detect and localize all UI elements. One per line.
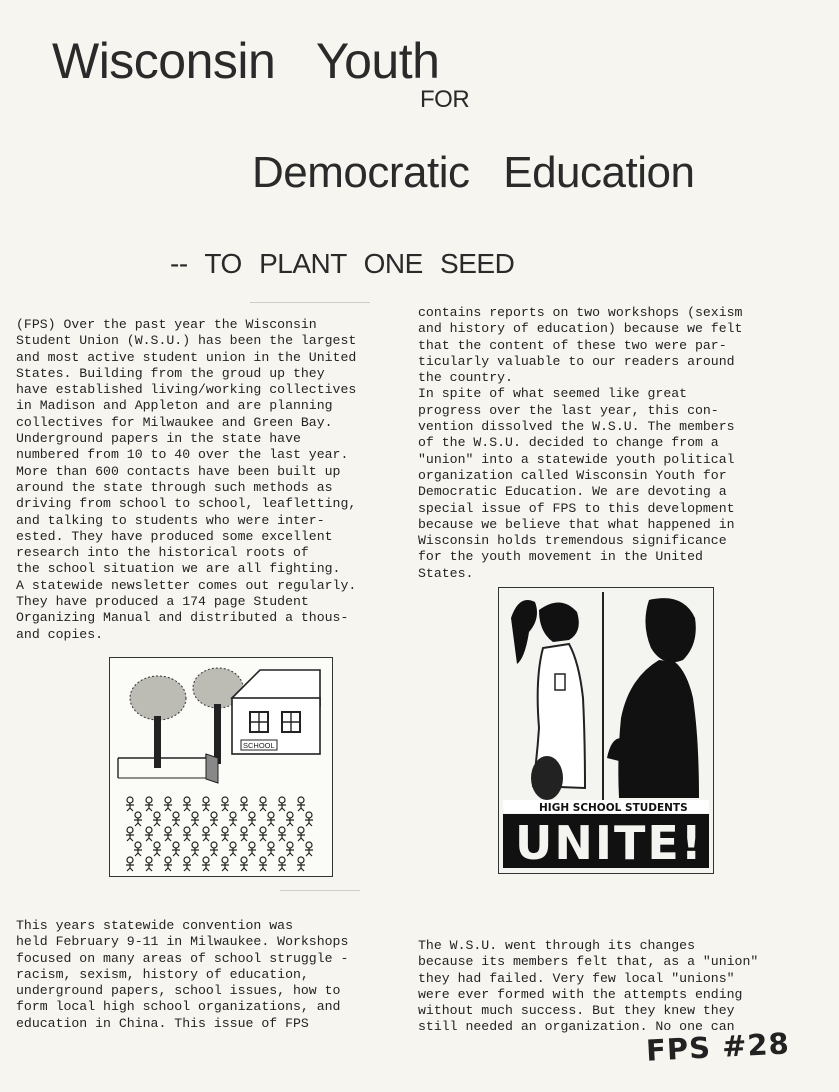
student-figure — [210, 842, 218, 856]
student-figure — [267, 812, 275, 826]
text-line: underground papers, school issues, how to — [16, 983, 341, 999]
text-line: in Madison and Appleton and are planning — [16, 398, 333, 414]
text-line: and most active student union in the United — [16, 349, 357, 365]
student-figure — [278, 857, 286, 871]
student-figure — [191, 842, 199, 856]
student-figure — [153, 812, 161, 826]
student-figure — [172, 812, 180, 826]
text-line: The W.S.U. went through its changes — [418, 938, 695, 953]
text-line: States. Building from the groud up they — [16, 365, 325, 381]
text-line: driving from school to school, leafletting, — [16, 496, 357, 512]
text-line: education in China. This issue of FPS — [16, 1015, 309, 1031]
students-crowd-illustration — [126, 797, 313, 871]
unite-poster — [498, 587, 714, 874]
text-line: focused on many areas of school struggle - — [16, 950, 349, 966]
text-line: States. — [418, 565, 474, 581]
student-figure — [183, 827, 191, 841]
text-line: In spite of what seemed like great — [418, 386, 688, 402]
student-figure — [286, 842, 294, 856]
text-line: held February 9-11 in Milwaukee. Workshops — [16, 934, 349, 950]
poster-banner-text: HIGH SCHOOL STUDENTS — [539, 802, 688, 814]
student-figure — [145, 827, 153, 841]
student-figure — [145, 857, 153, 871]
student-figure — [183, 857, 191, 871]
text-line: they had failed. Very few local "unions" — [418, 970, 735, 986]
text-line: racism, sexism, history of education, — [16, 966, 309, 982]
divider — [280, 890, 360, 891]
text-line: and copies. — [16, 626, 104, 642]
text-line: ested. They have produced some excellent — [16, 528, 333, 544]
student-figure — [164, 797, 172, 811]
student-figure — [297, 797, 305, 811]
student-figure — [240, 827, 248, 841]
student-figure — [164, 857, 172, 871]
text-line: and talking to students who were inter- — [16, 512, 325, 528]
student-figure — [164, 827, 172, 841]
student-figure — [240, 857, 248, 871]
text-line: that the content of these two were par- — [418, 337, 727, 353]
text-line: Underground papers in the state have — [16, 431, 301, 447]
student-figure — [305, 812, 313, 826]
text-line: Wisconsin holds tremendous significance — [418, 533, 727, 549]
student-figure — [259, 797, 267, 811]
text-line: numbered from 10 to 40 over the last year. — [16, 447, 349, 463]
school-building-illustration — [232, 670, 320, 754]
student-figure — [153, 842, 161, 856]
student-figure — [183, 797, 191, 811]
student-figure — [229, 812, 237, 826]
student-figure — [191, 812, 199, 826]
text-line: the school situation we are all fighting. — [16, 561, 341, 577]
headline-line-1: Wisconsin Youth — [52, 33, 440, 89]
student-figure — [267, 842, 275, 856]
student-figure — [221, 797, 229, 811]
text-line: ticularly valuable to our readers around — [418, 353, 735, 369]
student-figure — [172, 842, 180, 856]
text-line: vention dissolved the W.S.U. The members — [418, 419, 735, 435]
right-student-figure — [607, 598, 699, 798]
student-figure — [297, 827, 305, 841]
text-line: without much success. But they knew they — [418, 1003, 735, 1019]
student-figure — [202, 857, 210, 871]
student-figure — [126, 827, 134, 841]
text-line: for the youth movement in the United — [418, 549, 703, 565]
article-column-3 — [16, 918, 348, 1032]
student-figure — [278, 827, 286, 841]
text-line: because we believe that what happened in — [418, 516, 735, 532]
text-line: were ever formed with the attempts ending — [418, 986, 743, 1002]
student-figure — [145, 797, 153, 811]
text-line: special issue of FPS to this development — [418, 500, 735, 516]
student-figure — [305, 842, 313, 856]
poster-unite-text: UNITE! — [515, 816, 704, 870]
left-student-figure — [511, 600, 585, 800]
text-line: of the W.S.U. decided to change from a — [418, 435, 719, 451]
school-illustration — [109, 657, 333, 877]
text-line: Organizing Manual and distributed a thous- — [16, 610, 349, 626]
divider — [250, 302, 370, 303]
student-figure — [134, 812, 142, 826]
student-figure — [259, 827, 267, 841]
text-line: They have produced a 174 page Student — [16, 594, 309, 610]
text-line: progress over the last year, this con- — [418, 402, 719, 418]
student-figure — [278, 797, 286, 811]
subheadline: -- TO PLANT ONE SEED — [170, 248, 515, 279]
student-figure — [286, 812, 294, 826]
handwritten-issue-number: FPS #28 — [645, 1026, 791, 1068]
headline-line-3: Democratic Education — [252, 148, 695, 197]
text-line: Democratic Education. We are devoting a — [418, 484, 727, 500]
tree-illustration — [130, 668, 243, 768]
article-column-2 — [418, 305, 742, 582]
student-figure — [259, 857, 267, 871]
text-line: collectives for Milwaukee and Green Bay. — [16, 414, 333, 430]
text-line: around the state through such methods as — [16, 479, 333, 495]
text-line: because its members felt that, as a "union" — [418, 954, 759, 970]
student-figure — [126, 857, 134, 871]
text-line: still needed an organization. No one can — [418, 1019, 735, 1035]
text-line: and history of education) because we felt — [418, 321, 743, 337]
article-column-4 — [418, 938, 758, 1036]
student-figure — [126, 797, 134, 811]
text-line: Student Union (W.S.U.) has been the largest — [16, 333, 357, 349]
student-figure — [134, 842, 142, 856]
school-sign-text: SCHOOL — [243, 741, 275, 750]
student-figure — [210, 812, 218, 826]
student-figure — [221, 857, 229, 871]
article-column-1 — [16, 317, 356, 643]
text-line: A statewide newsletter comes out regularly. — [16, 577, 357, 593]
student-figure — [202, 797, 210, 811]
text-line: have established living/working collectives — [16, 382, 357, 398]
text-line: the country. — [418, 370, 513, 386]
text-line: contains reports on two workshops (sexism — [418, 305, 743, 320]
student-figure — [221, 827, 229, 841]
student-figure — [202, 827, 210, 841]
student-figure — [248, 812, 256, 826]
student-figure — [240, 797, 248, 811]
text-line: "union" into a statewide youth political — [418, 451, 735, 467]
student-figure — [229, 842, 237, 856]
text-line: organization called Wisconsin Youth for — [418, 467, 727, 483]
student-figure — [297, 857, 305, 871]
text-line: research into the historical roots of — [16, 545, 309, 561]
text-line: (FPS) Over the past year the Wisconsin — [16, 317, 317, 332]
text-line: More than 600 contacts have been built up — [16, 463, 341, 479]
headline-line-2: FOR — [420, 86, 470, 113]
text-line: This years statewide convention was — [16, 918, 293, 933]
student-figure — [248, 842, 256, 856]
text-line: form local high school organizations, and — [16, 999, 341, 1015]
